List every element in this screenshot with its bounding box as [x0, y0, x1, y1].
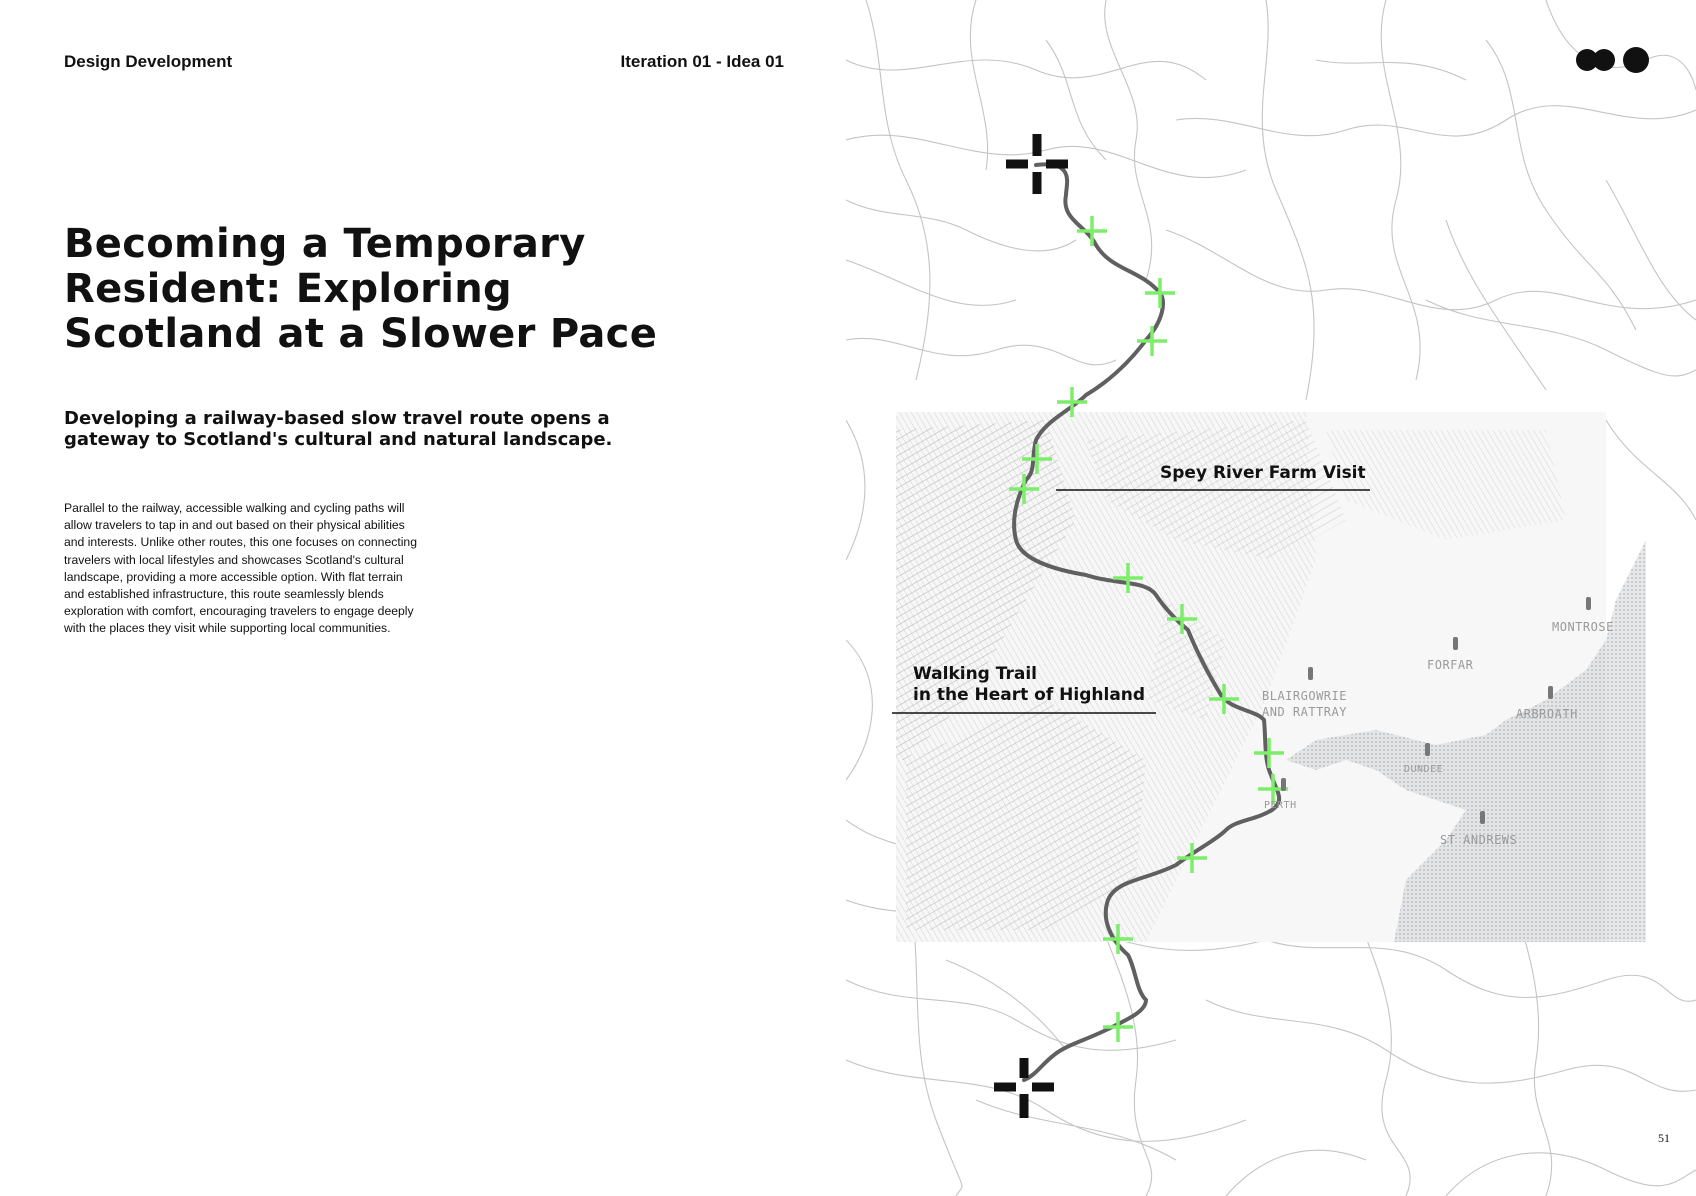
- town-pin: [1453, 637, 1458, 650]
- town-pin: [1548, 686, 1553, 699]
- page-subtitle: Developing a railway-based slow travel route opens a gateway to Scotland's cultural and natural landscape.: [64, 408, 613, 450]
- town-pin: [1425, 743, 1430, 756]
- brand-logo-icon: [1576, 47, 1649, 73]
- iteration-header: Iteration 01 - Idea 01: [620, 52, 784, 71]
- page-number: 51: [1658, 1131, 1670, 1145]
- place-montrose: MONTROSE: [1552, 620, 1614, 634]
- page-title: Becoming a Temporary Resident: Exploring Scotland at a Slower Pace: [64, 221, 658, 357]
- stop-marker: [1137, 326, 1167, 356]
- section-header: Design Development: [64, 52, 233, 71]
- town-pin: [1586, 597, 1591, 610]
- town-pin: [1281, 778, 1286, 791]
- callout-walking-line1: Walking Trail: [913, 664, 1038, 684]
- place-perth: PERTH: [1264, 800, 1297, 811]
- stop-marker: [1077, 216, 1107, 246]
- town-pin: [1308, 667, 1313, 680]
- place-st-andrews: ST ANDREWS: [1440, 833, 1518, 847]
- place-blairgowrie-line2: AND RATTRAY: [1262, 705, 1347, 719]
- town-pin: [1480, 811, 1485, 824]
- place-forfar: FORFAR: [1427, 658, 1474, 672]
- place-dundee: DUNDEE: [1404, 764, 1444, 775]
- route-map: [846, 0, 1696, 1196]
- text-page: [0, 0, 846, 1196]
- place-arbroath: ARBROATH: [1516, 707, 1578, 721]
- body-paragraph: Parallel to the railway, accessible walking and cycling paths will allow travelers to tap in and out based on their physical abilities and interests. Unlike other routes, this one focuses on connecting travelers with local lifestyles and showcases Scotland's cultural landscape, providing a more accessible option. With flat terrain and established infrastructure, this route seamlessly blends exploration with comfort, encouraging travelers to engage deeply with the places they visit while supporting local communities.: [64, 501, 417, 636]
- callout-walking-line2: in the Heart of Highland: [913, 685, 1146, 705]
- map-graphic: [846, 0, 1696, 1196]
- callout-spey: Spey River Farm Visit: [1160, 463, 1366, 483]
- place-blairgowrie-line1: BLAIRGOWRIE: [1262, 689, 1347, 703]
